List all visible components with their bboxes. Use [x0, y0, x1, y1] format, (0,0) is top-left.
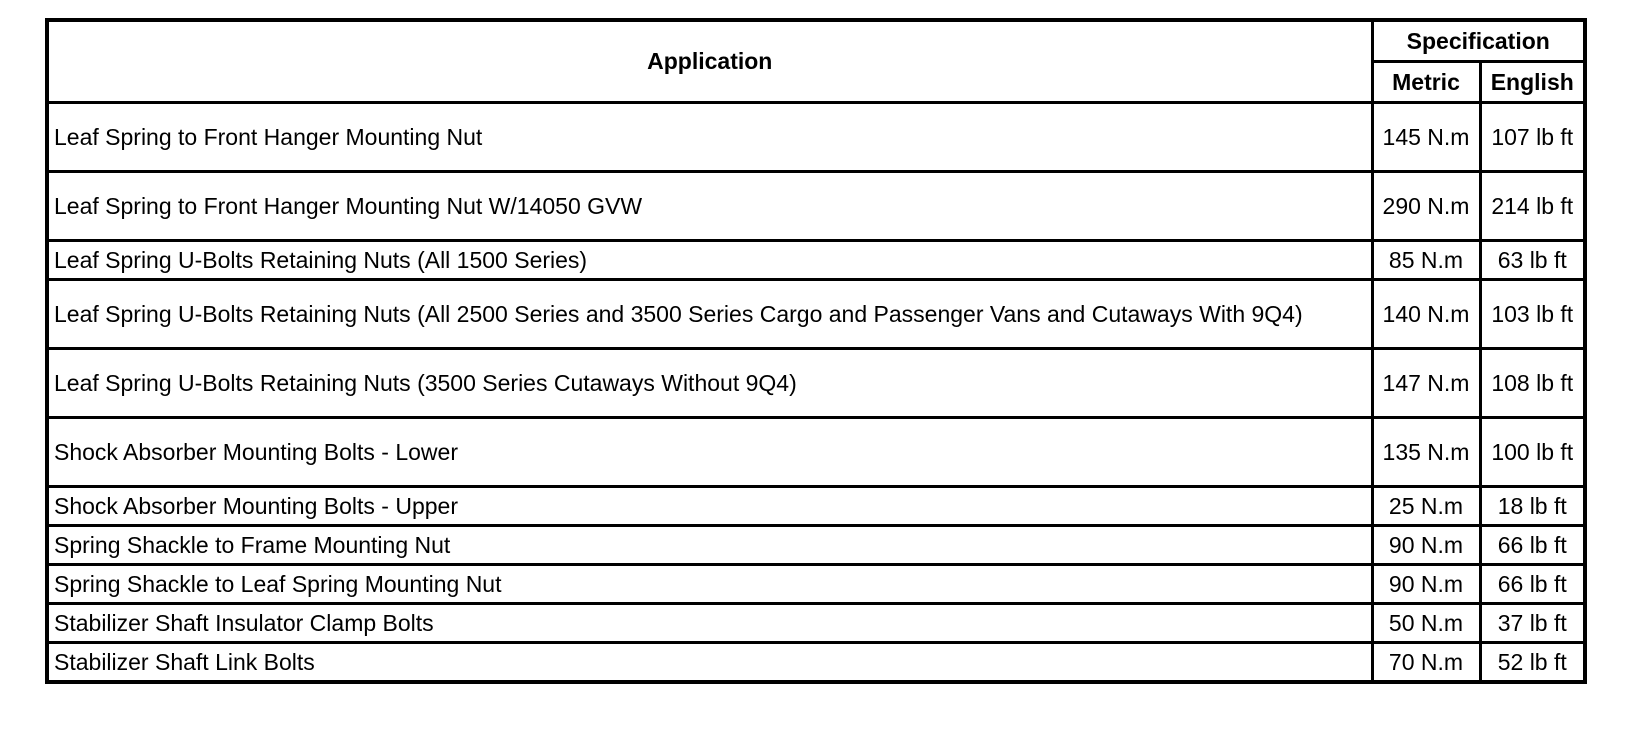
english-cell: 66 lb ft	[1480, 526, 1585, 565]
application-cell: Leaf Spring U-Bolts Retaining Nuts (All 1500 Series)	[47, 241, 1372, 280]
english-cell: 66 lb ft	[1480, 565, 1585, 604]
metric-cell: 50 N.m	[1372, 604, 1480, 643]
metric-header: Metric	[1372, 62, 1480, 103]
application-cell: Spring Shackle to Leaf Spring Mounting Nut	[47, 565, 1372, 604]
table-row	[47, 241, 1585, 280]
english-cell: 18 lb ft	[1480, 487, 1585, 526]
english-header: English	[1480, 62, 1585, 103]
application-cell: Leaf Spring to Front Hanger Mounting Nut W/14050 GVW	[47, 172, 1372, 241]
metric-cell: 90 N.m	[1372, 565, 1480, 604]
table-row	[47, 526, 1585, 565]
english-cell: 108 lb ft	[1480, 349, 1585, 418]
metric-cell: 290 N.m	[1372, 172, 1480, 241]
english-cell: 37 lb ft	[1480, 604, 1585, 643]
metric-cell: 25 N.m	[1372, 487, 1480, 526]
table-row	[47, 643, 1585, 683]
metric-cell: 70 N.m	[1372, 643, 1480, 683]
application-cell: Shock Absorber Mounting Bolts - Lower	[47, 418, 1372, 487]
application-cell: Leaf Spring U-Bolts Retaining Nuts (All 2500 Series and 3500 Series Cargo and Passenger Vans and Cutaways With 9Q4)	[47, 280, 1372, 349]
metric-cell: 147 N.m	[1372, 349, 1480, 418]
english-cell: 100 lb ft	[1480, 418, 1585, 487]
table-row	[47, 418, 1585, 487]
application-cell: Stabilizer Shaft Insulator Clamp Bolts	[47, 604, 1372, 643]
english-cell: 107 lb ft	[1480, 103, 1585, 172]
specification-header: Specification	[1372, 20, 1585, 62]
english-cell: 63 lb ft	[1480, 241, 1585, 280]
application-cell: Stabilizer Shaft Link Bolts	[47, 643, 1372, 683]
table-row	[47, 280, 1585, 349]
header-row	[47, 20, 1585, 62]
metric-cell: 135 N.m	[1372, 418, 1480, 487]
table-row	[47, 604, 1585, 643]
application-cell: Spring Shackle to Frame Mounting Nut	[47, 526, 1372, 565]
english-cell: 214 lb ft	[1480, 172, 1585, 241]
table-row	[47, 349, 1585, 418]
table-row	[47, 487, 1585, 526]
application-cell: Leaf Spring to Front Hanger Mounting Nut	[47, 103, 1372, 172]
metric-cell: 140 N.m	[1372, 280, 1480, 349]
application-cell: Shock Absorber Mounting Bolts - Upper	[47, 487, 1372, 526]
fastener-spec-table	[45, 18, 1587, 684]
english-cell: 52 lb ft	[1480, 643, 1585, 683]
application-cell: Leaf Spring U-Bolts Retaining Nuts (3500 Series Cutaways Without 9Q4)	[47, 349, 1372, 418]
metric-cell: 145 N.m	[1372, 103, 1480, 172]
table-row	[47, 565, 1585, 604]
table-row	[47, 172, 1585, 241]
application-header: Application	[47, 20, 1372, 103]
english-cell: 103 lb ft	[1480, 280, 1585, 349]
metric-cell: 90 N.m	[1372, 526, 1480, 565]
table-row	[47, 103, 1585, 172]
metric-cell: 85 N.m	[1372, 241, 1480, 280]
